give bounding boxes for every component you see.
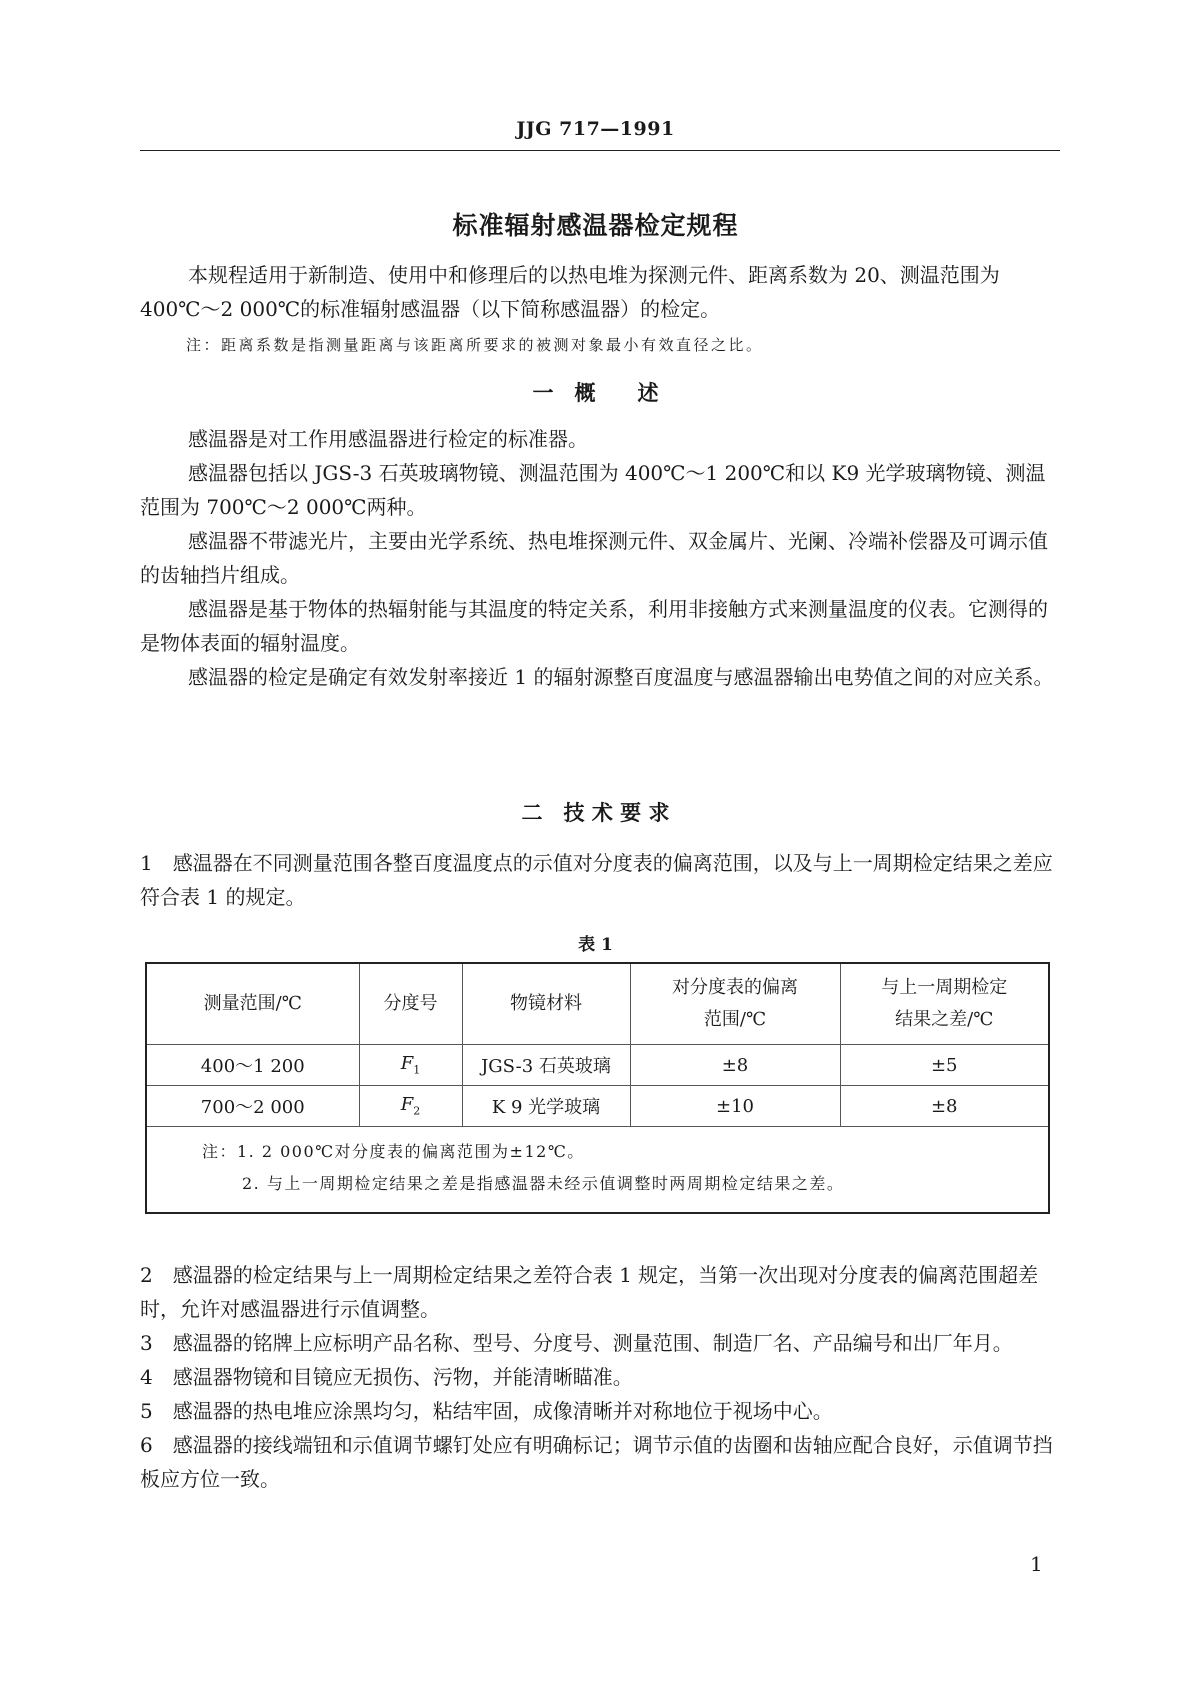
table-cell — [359, 1086, 462, 1127]
requirement-item: 6 感温器的接线端钮和示值调节螺钉处应有明确标记；调节示值的齿圈和齿轴应配合良好，示值调节挡板应方位一致。 — [140, 1433, 1053, 1491]
section-heading-overview: 一 概 述 — [532, 381, 659, 405]
table-cell: ±8 — [840, 1086, 1048, 1127]
header-line: 结果之差/℃ — [895, 1009, 994, 1030]
header-line: 与上一周期检定 — [881, 977, 1008, 998]
table-cell — [359, 1045, 462, 1086]
requirement-item-1-block — [140, 846, 1060, 914]
grad-letter: F — [400, 1094, 414, 1116]
table-cell: K 9 光学玻璃 — [462, 1086, 630, 1127]
overview-block — [140, 422, 1060, 694]
table-cell: 400～1 200 — [147, 1045, 359, 1086]
table-note: 注：1. 2 000℃对分度表的偏离范围为±12℃。 — [202, 1142, 585, 1161]
header-cell — [840, 964, 1048, 1045]
document-code-header: JJG 717—1991 — [516, 118, 675, 140]
table-cell: ±5 — [840, 1045, 1048, 1086]
table-row — [147, 1045, 1048, 1086]
header-line: 对分度表的偏离 — [672, 977, 798, 998]
requirement-items-block — [140, 1258, 1060, 1496]
table-header-row — [147, 964, 1048, 1045]
table-row — [147, 1086, 1048, 1127]
table-note: 2. 与上一周期检定结果之差是指感温器未经示值调整时两周期检定结果之差。 — [242, 1174, 845, 1193]
table-cell: 700～2 000 — [147, 1086, 359, 1127]
grad-subscript: 2 — [413, 1104, 421, 1118]
overview-paragraph: 感温器是基于物体的热辐射能与其温度的特定关系，利用非接触方式来测量温度的仪表。它测得的是物体表面的辐射温度。 — [140, 597, 1048, 655]
requirement-item: 2 感温器的检定结果与上一周期检定结果之差符合表 1 规定，当第一次出现对分度表的偏离范围超差时，允许对感温器进行示值调整。 — [140, 1263, 1039, 1321]
intro-note: 注：距离系数是指测量距离与该距离所要求的被测对象最小有效直径之比。 — [186, 336, 764, 354]
overview-paragraph: 感温器包括以 JGS-3 石英玻璃物镜、测温范围为 400℃～1 200℃和以 K9 光学玻璃物镜、测温范围为 700℃～2 000℃两种。 — [140, 461, 1046, 519]
requirement-item: 5 感温器的热电堆应涂黑均匀，粘结牢固，成像清晰并对称地位于视场中心。 — [140, 1399, 833, 1423]
overview-paragraph: 感温器不带滤光片，主要由光学系统、热电堆探测元件、双金属片、光阑、冷端补偿器及可调示值的齿轴挡片组成。 — [140, 529, 1048, 587]
header-cell: 测量范围/℃ — [147, 964, 359, 1045]
header-line: 范围/℃ — [703, 1009, 767, 1030]
section-heading-requirements: 二 技 术 要 求 — [521, 801, 670, 825]
table-cell: ±8 — [630, 1045, 840, 1086]
requirement-item: 1 感温器在不同测量范围各整百度温度点的示值对分度表的偏离范围，以及与上一周期检定结果之差应符合表 1 的规定。 — [140, 851, 1053, 909]
requirement-item: 4 感温器物镜和目镜应无损伤、污物，并能清晰瞄准。 — [140, 1365, 633, 1389]
header-cell: 物镜材料 — [462, 964, 630, 1045]
grad-subscript: 1 — [413, 1063, 421, 1077]
header-cell — [630, 964, 840, 1045]
header-rule — [140, 150, 1060, 151]
table-1 — [145, 962, 1050, 1214]
page-number: 1 — [1030, 1552, 1043, 1576]
requirement-item: 3 感温器的铭牌上应标明产品名称、型号、分度号、测量范围、制造厂名、产品编号和出厂年月。 — [140, 1331, 1013, 1355]
table-cell: ±10 — [630, 1086, 840, 1127]
document-title: 标准辐射感温器检定规程 — [452, 211, 739, 240]
table-cell: JGS-3 石英玻璃 — [462, 1045, 630, 1086]
intro-block — [140, 258, 1060, 326]
overview-paragraph: 感温器的检定是确定有效发射率接近 1 的辐射源整百度温度与感温器输出电势值之间的对应关系。 — [188, 665, 1054, 689]
table-caption: 表 1 — [578, 935, 613, 955]
intro-paragraph: 本规程适用于新制造、使用中和修理后的以热电堆为探测元件、距离系数为 20、测温范围为 400℃～2 000℃的标准辐射感温器（以下简称感温器）的检定。 — [140, 263, 1000, 321]
grad-letter: F — [400, 1053, 414, 1075]
header-cell: 分度号 — [359, 964, 462, 1045]
overview-paragraph: 感温器是对工作用感温器进行检定的标准器。 — [188, 427, 588, 451]
